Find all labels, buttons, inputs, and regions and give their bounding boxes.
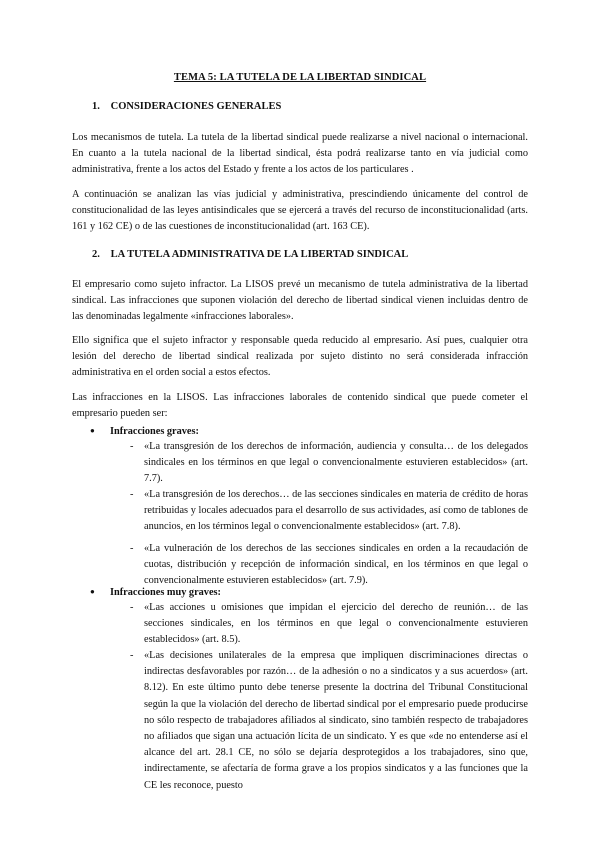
- section-heading-text: LA TUTELA ADMINISTRATIVA DE LA LIBERTAD SINDICAL: [110, 249, 409, 260]
- bullet-item: [90, 423, 199, 440]
- sub-list-item: - «La transgresión de los derechos… de las secciones sindicales en materia de crédito de horas retribuidas y locales adecuados para el desarrollo de sus actividades, así como de tablones de anuncios, en los términos legal o convencionalmente establecidos» (art. 7.8).: [130, 487, 144, 503]
- paragraph: El empresario como sujeto infractor. La LISOS prevé un mecanismo de tutela administrativa de la libertad sindical. Las infracciones que suponen violación del derecho de libertad sindical vienen incluidas dentro de las denominadas legalmente «infracciones laborales».: [72, 279, 528, 323]
- section-number: 1.: [92, 101, 100, 112]
- sub-list-item: - «La vulneración de los derechos de las secciones sindicales en orden a la recaudación de cuotas, distribución y recepción de información sindical, en los términos en que legal o convencionalmente estuvieren establecidos» (art. 7.9).: [130, 541, 144, 557]
- paragraph: Los mecanismos de tutela. La tutela de la libertad sindical puede realizarse a nivel nacional o internacional. En cuanto a la tutela nacional de la libertad sindical, ésta podrá realizarse tanto en vía judicial como administrativa, frente a los actos del Estado y frente a los actos de los particulares .: [72, 132, 528, 176]
- sub-list-text: «Las acciones u omisiones que impidan el ejercicio del derecho de reunión… de las secciones sindicales, en los términos en que legal o convencionalmente estuvieren establecidos» (art. 8.5).: [144, 602, 528, 646]
- bullet-marker: ●: [90, 587, 95, 596]
- section-heading-1: [92, 101, 281, 112]
- sub-list-text: «La transgresión de los derechos de información, audiencia y consulta… de los delegados sindicales en los términos en que legal o convencionalmente estuvieren establecidos» (art. 7.7).: [144, 441, 528, 485]
- section-heading-2: [92, 249, 408, 260]
- sub-list-item: - «Las acciones u omisiones que impidan el ejercicio del derecho de reunión… de las secciones sindicales, en los términos en que legal o convencionalmente estuvieren establecidos» (art. 8.5).: [130, 600, 144, 616]
- section-number: 2.: [92, 249, 100, 260]
- sub-list-text: «La transgresión de los derechos… de las secciones sindicales en materia de crédito de horas retribuidas y locales adecuados para el desarrollo de sus actividades, así como de tablones de anuncios, en los términos legal o convencionalmente establecidos» (art. 7.8).: [144, 489, 528, 533]
- bullet-marker: ●: [90, 426, 95, 435]
- document-title: TEMA 5: LA TUTELA DE LA LIBERTAD SINDICAL: [173, 72, 427, 83]
- bullet-label: Infracciones muy graves:: [110, 587, 221, 598]
- bullet-label: Infracciones graves:: [110, 426, 199, 437]
- sub-list-item: - «La transgresión de los derechos de información, audiencia y consulta… de los delegados sindicales en los términos en que legal o convencionalmente estuvieren establecidos» (art. 7.7).: [130, 439, 144, 455]
- paragraph: Las infracciones en la LISOS. Las infracciones laborales de contenido sindical que puede cometer el empresario pueden ser:: [72, 392, 528, 420]
- bullet-item: [90, 584, 221, 601]
- section-heading-text: CONSIDERACIONES GENERALES: [110, 101, 282, 112]
- paragraph: A continuación se analizan las vías judicial y administrativa, prescindiendo únicamente del control de constitucionalidad de las leyes antisindicales que se ejercerá a través del recurso de inconstitucionalidad (arts. 161 y 162 CE) o de las cuestiones de inconstitucionalidad (art. 163 CE).: [72, 189, 528, 233]
- sub-list-text: «La vulneración de los derechos de las secciones sindicales en orden a la recaudación de cuotas, distribución y recepción de información sindical, en los términos en que legal o convencionalmente estuvieren establecidos» (art. 7.9).: [144, 543, 528, 587]
- paragraph: Ello significa que el sujeto infractor y responsable queda reducido al empresario. Así pues, cualquier otra lesión del derecho de libertad sindical realizada por sujeto distinto no será considerada infracción administrativa en el orden social a estos efectos.: [72, 335, 528, 379]
- sub-list-item: - «Las decisiones unilaterales de la empresa que impliquen discriminaciones directas o indirectas desfavorables por razón… de la adhesión o no a sindicatos y a sus acuerdos» (art. 8.12). En este último punto debe tenerse presente la doctrina del Tribunal Constitucional según la que la violación del derecho de libertad sindical por el empresario puede producirse no sólo respecto de trabajadores afiliados al sindicato, sino también respecto de trabajadores no afiliados que sigan una actuación lícita de un sindicato. Y es que «de no entenderse así el alcance del art. 28.1 CE, no sólo se dejaría desprotegidos a los trabajadores, sino que, indirectamente, se afectaría de forma grave a los propios sindicatos y a las funciones que la CE les reconoce, puesto: [130, 648, 144, 664]
- sub-list-text: «Las decisiones unilaterales de la empresa que impliquen discriminaciones directas o indirectas desfavorables por razón… de la adhesión o no a sindicatos y a sus acuerdos» (art. 8.12). En este último punto debe tenerse presente la doctrina del Tribunal Constitucional según la que la violación del derecho de libertad sindical por el empresario puede producirse no sólo respecto de trabajadores afiliados al sindicato, sino también respecto de trabajadores no afiliados que sigan una actuación lícita de un sindicato. Y es que «de no entenderse así el alcance del art. 28.1 CE, no sólo se dejaría desprotegidos a los trabajadores, sino que, indirectamente, se afectaría de forma grave a los propios sindicatos y a las funciones que la CE les reconoce, puesto: [144, 650, 528, 791]
